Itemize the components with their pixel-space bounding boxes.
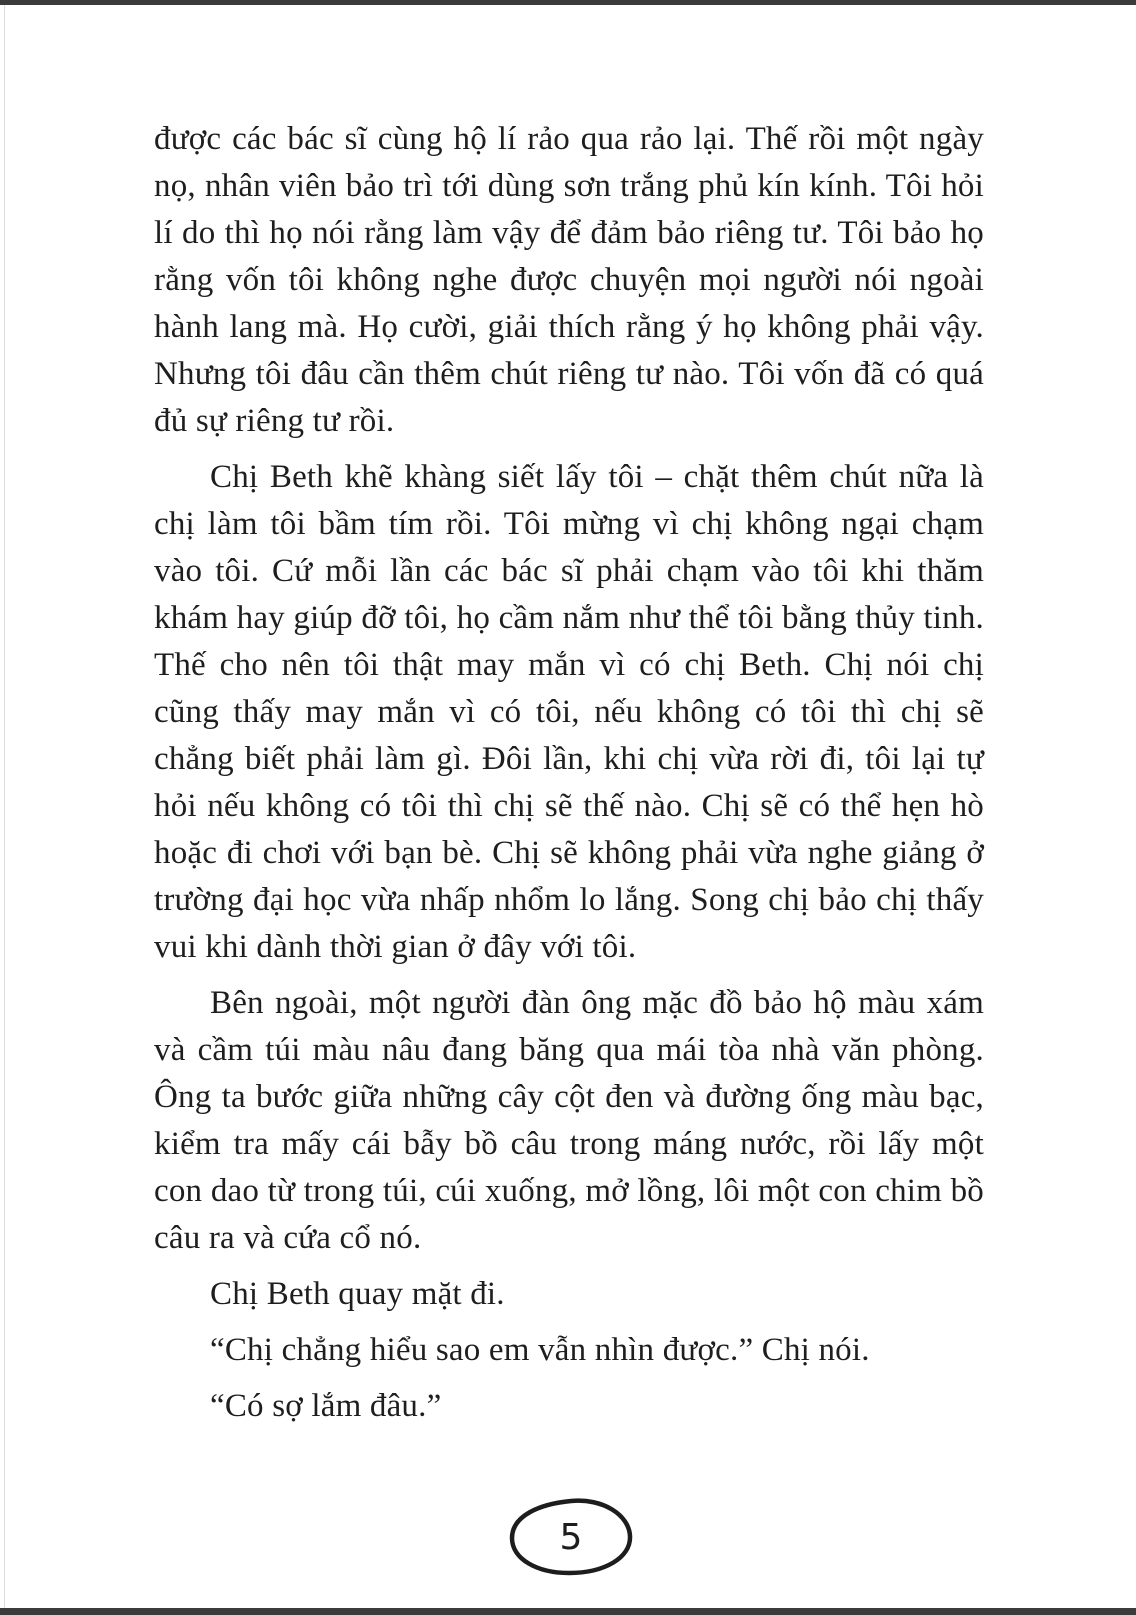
paragraph-3: Bên ngoài, một người đàn ông mặc đồ bảo hộ màu xám và cầm túi màu nâu đang băng qua mái tòa nhà văn phòng. Ông ta bước giữa những cây cột đen và đường ống màu bạc, kiểm tra mấy cái bẫy bồ câu trong máng nước, rồi lấy một con dao từ trong túi, cúi xuống, mở lồng, lôi một con chim bồ câu ra và cứa cổ nó. (154, 985, 984, 1256)
paragraph-4: Chị Beth quay mặt đi. (210, 1276, 505, 1312)
page-number: 5 (559, 1516, 583, 1558)
top-edge-bar (0, 0, 1136, 5)
paragraph-6: “Có sợ lắm đâu.” (210, 1388, 442, 1424)
scan-edge-line (4, 5, 5, 1608)
bottom-edge-bar (0, 1608, 1136, 1615)
page-number-oval (505, 1494, 637, 1578)
paragraph-5: “Chị chẳng hiểu sao em vẫn nhìn được.” Chị nói. (210, 1332, 870, 1368)
text-block (154, 116, 984, 1430)
paragraph-1: được các bác sĩ cùng hộ lí rảo qua rảo lại. Thế rồi một ngày nọ, nhân viên bảo trì tới dùng sơn trắng phủ kín kính. Tôi hỏi lí do thì họ nói rằng làm vậy để đảm bảo riêng tư. Tôi bảo họ rằng vốn tôi không nghe được chuyện mọi người nói ngoài hành lang mà. Họ cười, giải thích rằng ý họ không phải vậy. Nhưng tôi đâu cần thêm chút riêng tư nào. Tôi vốn đã có quá đủ sự riêng tư rồi. (154, 121, 984, 439)
paragraph-2: Chị Beth khẽ khàng siết lấy tôi – chặt thêm chút nữa là chị làm tôi bầm tím rồi. Tôi mừng vì chị không ngại chạm vào tôi. Cứ mỗi lần các bác sĩ phải chạm vào tôi khi thăm khám hay giúp đỡ tôi, họ cầm nắm như thể tôi bằng thủy tinh. Thế cho nên tôi thật may mắn vì có chị Beth. Chị nói chị cũng thấy may mắn vì có tôi, nếu không có tôi thì chị sẽ chẳng biết phải làm gì. Đôi lần, khi chị vừa rời đi, tôi lại tự hỏi nếu không có tôi thì chị sẽ thế nào. Chị sẽ có thể hẹn hò hoặc đi chơi với bạn bè. Chị sẽ không phải vừa nghe giảng ở trường đại học vừa nhấp nhổm lo lắng. Song chị bảo chị thấy vui khi dành thời gian ở đây với tôi. (154, 459, 984, 965)
